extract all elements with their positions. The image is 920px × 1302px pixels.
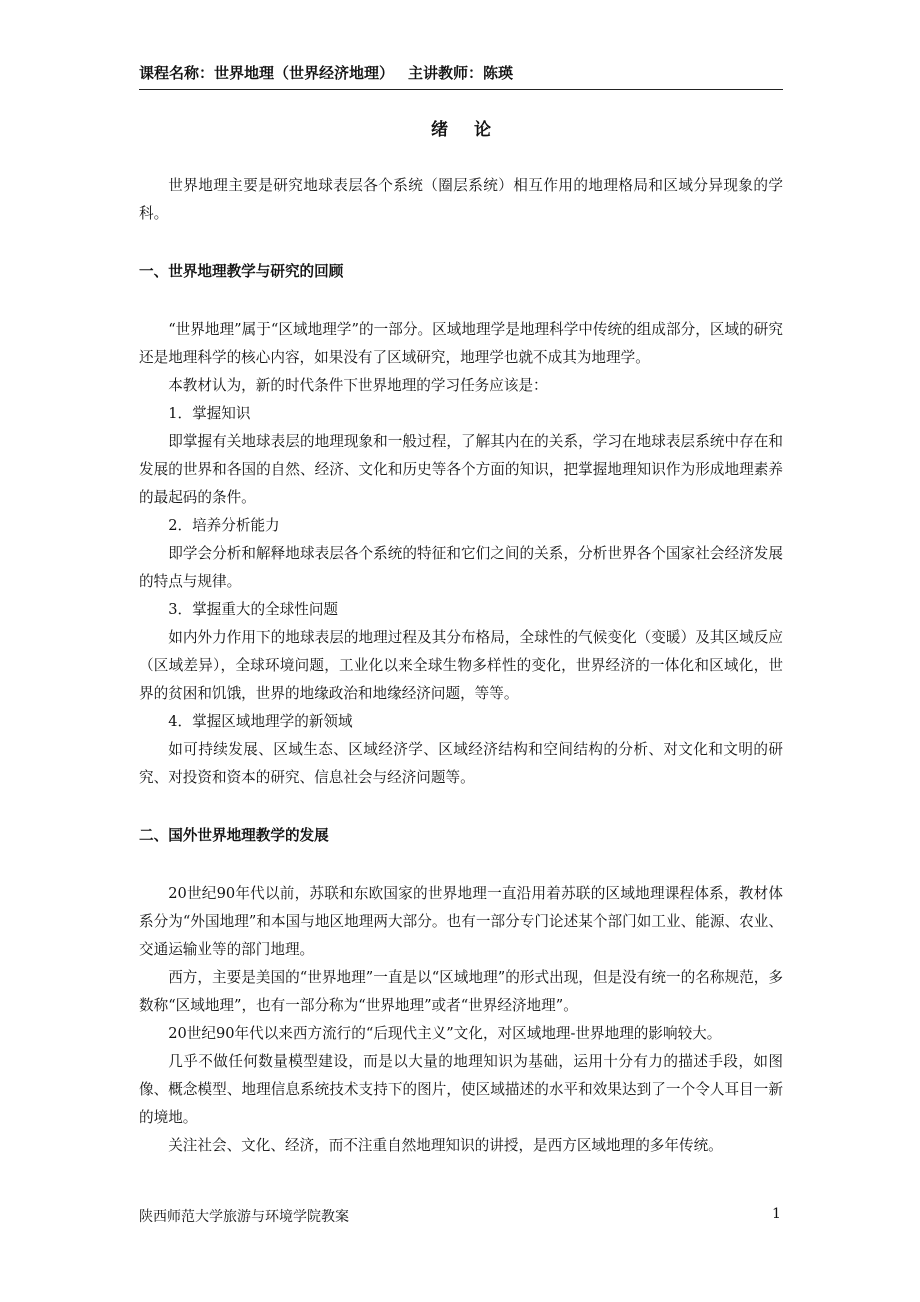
task-item-label: 2．培养分析能力 xyxy=(168,517,280,534)
task-item-text: 即掌握有关地球表层的地理现象和一般过程，了解其内在的关系，学习在地球表层系统中存在和发展的世界和各国的自然、经济、文化和历史等各个方面的知识，把掌握地理知识作为形成地理素养的最起码的条件。 xyxy=(139,433,783,506)
page-number: 1 xyxy=(772,1206,781,1222)
section1-paragraph: 本教材认为，新的时代条件下世界地理的学习任务应该是： xyxy=(168,377,548,394)
task-item-text: 如内外力作用下的地球表层的地理过程及其分布格局，全球性的气候变化（变暖）及其区域反应（区域差异），全球环境问题，工业化以来全球生物多样性的变化，世界经济的一体化和区域化，世界的贫困和饥饿，世界的地缘政治和地缘经济问题，等等。 xyxy=(139,629,783,702)
task-item-label: 4．掌握区域地理学的新领域 xyxy=(168,713,353,730)
section2-paragraph: 几乎不做任何数量模型建设，而是以大量的地理知识为基础，运用十分有力的描述手段，如图像、概念模型、地理信息系统技术支持下的图片，使区域描述的水平和效果达到了一个令人耳目一新的境地。 xyxy=(139,1053,783,1126)
section2-paragraph: 西方，主要是美国的“世界地理”一直是以“区域地理”的形式出现，但是没有统一的名称规范，多数称“区域地理”，也有一部分称为“世界地理”或者“世界经济地理”。 xyxy=(139,969,783,1014)
task-item-text: 即学会分析和解释地球表层各个系统的特征和它们之间的关系，分析世界各个国家社会经济发展的特点与规律。 xyxy=(139,545,783,590)
section2-paragraph: 关注社会、文化、经济，而不注重自然地理知识的讲授，是西方区域地理的多年传统。 xyxy=(168,1137,723,1154)
section2-paragraph: 20世纪90年代以来西方流行的“后现代主义”文化，对区域地理-世界地理的影响较大。 xyxy=(168,1025,722,1042)
task-item-label: 1．掌握知识 xyxy=(168,405,251,422)
footer-institution: 陕西师范大学旅游与环境学院教案 xyxy=(139,1209,349,1225)
page-title: 绪论 xyxy=(431,120,517,140)
section2-heading: 二、国外世界地理教学的发展 xyxy=(139,827,329,844)
task-item-label: 3．掌握重大的全球性问题 xyxy=(168,601,339,618)
intro-paragraph: 世界地理主要是研究地球表层各个系统（圈层系统）相互作用的地理格局和区域分异现象的学科。 xyxy=(139,177,783,222)
section2-paragraph: 20世纪90年代以前，苏联和东欧国家的世界地理一直沿用着苏联的区域地理课程体系，教材体系分为“外国地理”和本国与地区地理两大部分。也有一部分专门论述某个部门如工业、能源、农业、交通运输业等的部门地理。 xyxy=(139,885,783,958)
teacher-name: 主讲教师：陈瑛 xyxy=(408,64,514,82)
page-header xyxy=(139,62,782,84)
header-rule xyxy=(139,89,783,90)
task-item-text: 如可持续发展、区域生态、区域经济学、区域经济结构和空间结构的分析、对文化和文明的研究、对投资和资本的研究、信息社会与经济问题等。 xyxy=(139,741,783,786)
course-name: 课程名称：世界地理（世界经济地理） xyxy=(139,64,395,82)
document-body xyxy=(139,172,783,1160)
section1-paragraph: “世界地理”属于“区域地理学”的一部分。区域地理学是地理科学中传统的组成部分，区域的研究还是地理科学的核心内容，如果没有了区域研究，地理学也就不成其为地理学。 xyxy=(139,321,783,366)
section1-heading: 一、世界地理教学与研究的回顾 xyxy=(139,263,344,280)
